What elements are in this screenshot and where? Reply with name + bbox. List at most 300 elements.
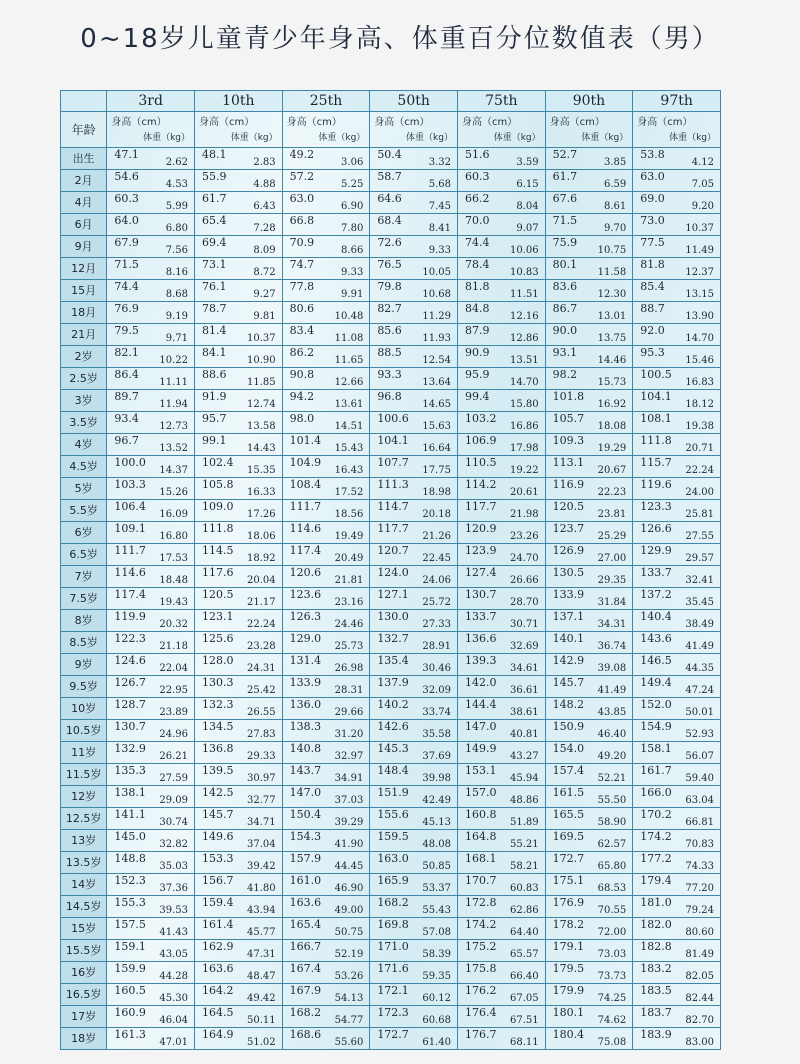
weight-value: 9.20 <box>691 201 714 212</box>
height-value: 149.4 <box>640 676 672 689</box>
weight-value: 18.56 <box>334 509 364 520</box>
height-value: 86.7 <box>552 302 578 315</box>
value-cell <box>370 280 458 302</box>
height-value: 136.0 <box>289 698 322 711</box>
unit-header-row <box>61 112 721 148</box>
value-cell <box>282 786 370 808</box>
table-row <box>61 874 721 896</box>
weight-value: 10.90 <box>247 355 276 366</box>
weight-value: 13.61 <box>334 399 364 410</box>
height-value: 163.6 <box>202 962 234 975</box>
weight-value: 18.48 <box>159 575 188 586</box>
height-value: 133.9 <box>552 588 585 601</box>
height-value: 76.9 <box>114 302 139 315</box>
height-value: 64.6 <box>377 192 402 205</box>
value-cell <box>633 478 721 500</box>
height-value: 104.1 <box>640 390 672 403</box>
height-value: 61.7 <box>202 192 227 205</box>
weight-value: 20.04 <box>247 575 276 586</box>
percentile-header-row <box>61 91 721 112</box>
table-row <box>61 192 721 214</box>
value-cell <box>195 1028 283 1050</box>
weight-value: 72.00 <box>597 927 627 938</box>
height-value: 181.0 <box>640 896 672 909</box>
value-cell <box>370 412 458 434</box>
weight-value: 82.70 <box>685 1015 714 1026</box>
value-cell <box>370 940 458 962</box>
weight-value: 11.94 <box>159 399 188 410</box>
weight-value: 48.86 <box>509 795 539 806</box>
value-cell <box>195 346 283 368</box>
height-value: 89.7 <box>114 390 139 403</box>
weight-value: 32.41 <box>685 575 714 586</box>
unit-header-cell <box>370 112 458 148</box>
value-cell <box>282 896 370 918</box>
table-row <box>61 390 721 412</box>
height-value: 149.6 <box>202 830 234 843</box>
weight-value: 24.31 <box>247 663 276 674</box>
value-cell <box>107 478 195 500</box>
value-cell <box>457 962 545 984</box>
height-value: 111.3 <box>377 478 409 491</box>
height-value: 175.1 <box>552 874 585 887</box>
value-cell <box>370 456 458 478</box>
height-value: 137.2 <box>640 588 672 601</box>
value-cell <box>370 346 458 368</box>
value-cell <box>195 456 283 478</box>
weight-value: 55.60 <box>334 1037 364 1048</box>
height-value: 141.1 <box>114 808 146 821</box>
weight-value: 21.17 <box>247 597 276 608</box>
weight-value: 8.61 <box>604 201 627 212</box>
percentile-header: 10th <box>195 91 283 112</box>
weight-value: 35.03 <box>159 861 188 872</box>
weight-value: 16.43 <box>334 465 364 476</box>
percentile-header: 25th <box>282 91 370 112</box>
age-cell: 14岁 <box>61 874 107 896</box>
value-cell <box>545 478 633 500</box>
weight-value: 74.62 <box>597 1015 627 1026</box>
weight-value: 45.13 <box>422 817 451 828</box>
weight-value: 28.31 <box>334 685 364 696</box>
unit-header-cell <box>633 112 721 148</box>
weight-value: 4.88 <box>253 179 276 190</box>
weight-value: 16.64 <box>422 443 451 454</box>
height-value: 158.1 <box>640 742 672 755</box>
table-row <box>61 786 721 808</box>
value-cell <box>195 984 283 1006</box>
value-cell <box>282 698 370 720</box>
height-value: 150.9 <box>552 720 585 733</box>
height-unit-label: 身高（cm） <box>111 117 167 128</box>
value-cell <box>457 742 545 764</box>
height-value: 74.4 <box>464 236 490 249</box>
table-row <box>61 632 721 654</box>
age-cell: 21月 <box>61 324 107 346</box>
height-value: 138.3 <box>289 720 322 733</box>
height-value: 114.6 <box>289 522 322 535</box>
height-value: 183.5 <box>640 984 672 997</box>
value-cell <box>107 984 195 1006</box>
value-cell <box>195 302 283 324</box>
height-value: 183.2 <box>640 962 672 975</box>
weight-value: 37.36 <box>159 883 188 894</box>
weight-value: 5.68 <box>428 179 451 190</box>
height-value: 86.4 <box>114 368 139 381</box>
weight-value: 31.84 <box>597 597 627 608</box>
weight-value: 13.51 <box>509 355 539 366</box>
value-cell <box>457 1028 545 1050</box>
weight-value: 25.29 <box>597 531 627 542</box>
weight-value: 29.09 <box>159 795 188 806</box>
value-cell <box>633 368 721 390</box>
value-cell <box>282 324 370 346</box>
weight-value: 15.63 <box>422 421 451 432</box>
weight-value: 22.45 <box>422 553 451 564</box>
weight-value: 12.73 <box>159 421 188 432</box>
height-value: 60.3 <box>114 192 139 205</box>
height-value: 159.9 <box>114 962 146 975</box>
table-row <box>61 522 721 544</box>
weight-value: 4.53 <box>165 179 188 190</box>
height-value: 166.0 <box>640 786 672 799</box>
height-value: 152.0 <box>640 698 672 711</box>
height-value: 92.0 <box>640 324 665 337</box>
height-value: 111.7 <box>289 500 322 513</box>
weight-value: 3.59 <box>516 157 539 168</box>
height-value: 78.7 <box>202 302 227 315</box>
value-cell <box>545 170 633 192</box>
height-value: 96.8 <box>377 390 402 403</box>
value-cell <box>545 632 633 654</box>
age-cell: 5.5岁 <box>61 500 107 522</box>
weight-value: 6.90 <box>341 201 364 212</box>
height-value: 100.6 <box>377 412 409 425</box>
height-value: 161.7 <box>640 764 672 777</box>
height-value: 164.9 <box>202 1028 234 1041</box>
weight-value: 11.58 <box>597 267 627 278</box>
value-cell <box>457 720 545 742</box>
height-value: 103.3 <box>114 478 146 491</box>
value-cell <box>370 632 458 654</box>
value-cell <box>195 940 283 962</box>
height-value: 110.5 <box>464 456 497 469</box>
height-value: 120.9 <box>464 522 497 535</box>
value-cell <box>370 588 458 610</box>
value-cell <box>195 214 283 236</box>
table-row <box>61 214 721 236</box>
height-value: 154.9 <box>640 720 672 733</box>
weight-value: 34.91 <box>334 773 364 784</box>
age-cell: 18岁 <box>61 1028 107 1050</box>
value-cell <box>107 522 195 544</box>
height-value: 123.7 <box>552 522 585 535</box>
weight-value: 13.15 <box>685 289 714 300</box>
height-value: 147.0 <box>289 786 322 799</box>
value-cell <box>370 984 458 1006</box>
value-cell <box>457 236 545 258</box>
value-cell <box>282 390 370 412</box>
weight-value: 39.42 <box>247 861 276 872</box>
height-value: 69.4 <box>202 236 227 249</box>
weight-value: 75.08 <box>597 1037 627 1048</box>
value-cell <box>195 478 283 500</box>
value-cell <box>457 368 545 390</box>
height-value: 128.0 <box>202 654 234 667</box>
weight-value: 58.39 <box>422 949 451 960</box>
weight-value: 12.30 <box>597 289 627 300</box>
weight-value: 8.41 <box>428 223 451 234</box>
weight-value: 65.57 <box>509 949 539 960</box>
table-row <box>61 852 721 874</box>
value-cell <box>457 676 545 698</box>
weight-value: 32.69 <box>509 641 539 652</box>
height-value: 136.6 <box>464 632 497 645</box>
weight-value: 22.23 <box>597 487 627 498</box>
weight-value: 58.21 <box>509 861 539 872</box>
weight-value: 66.40 <box>509 971 539 982</box>
height-value: 120.7 <box>377 544 409 557</box>
height-value: 102.4 <box>202 456 234 469</box>
value-cell <box>457 874 545 896</box>
weight-value: 30.46 <box>422 663 451 674</box>
height-value: 117.4 <box>289 544 322 557</box>
weight-value: 25.72 <box>422 597 451 608</box>
height-value: 129.9 <box>640 544 672 557</box>
value-cell <box>107 192 195 214</box>
table-row <box>61 566 721 588</box>
weight-value: 26.55 <box>247 707 276 718</box>
value-cell <box>282 676 370 698</box>
height-value: 98.2 <box>552 368 578 381</box>
height-value: 80.6 <box>289 302 315 315</box>
weight-value: 32.82 <box>159 839 188 850</box>
weight-value: 67.05 <box>509 993 539 1004</box>
height-value: 93.3 <box>377 368 402 381</box>
value-cell <box>457 808 545 830</box>
age-cell: 10.5岁 <box>61 720 107 742</box>
height-value: 126.7 <box>114 676 146 689</box>
weight-value: 10.05 <box>422 267 451 278</box>
value-cell <box>633 236 721 258</box>
weight-value: 74.33 <box>685 861 714 872</box>
height-value: 169.8 <box>377 918 409 931</box>
height-value: 47.1 <box>114 148 139 161</box>
height-value: 168.2 <box>377 896 409 909</box>
value-cell <box>370 258 458 280</box>
percentile-header: 97th <box>633 91 721 112</box>
height-value: 119.6 <box>640 478 672 491</box>
height-value: 117.4 <box>114 588 146 601</box>
age-cell: 4岁 <box>61 434 107 456</box>
height-unit-label: 身高（cm） <box>286 117 342 128</box>
height-value: 104.9 <box>289 456 322 469</box>
height-value: 127.4 <box>464 566 497 579</box>
value-cell <box>545 962 633 984</box>
value-cell <box>545 258 633 280</box>
value-cell <box>633 742 721 764</box>
weight-value: 10.68 <box>422 289 451 300</box>
value-cell <box>457 412 545 434</box>
height-value: 159.4 <box>202 896 234 909</box>
weight-value: 8.04 <box>516 201 539 212</box>
height-value: 140.4 <box>640 610 672 623</box>
height-value: 73.0 <box>640 214 665 227</box>
weight-value: 60.68 <box>422 1015 451 1026</box>
value-cell <box>370 368 458 390</box>
weight-value: 11.11 <box>159 377 188 388</box>
height-value: 172.7 <box>552 852 585 865</box>
weight-value: 17.98 <box>509 443 539 454</box>
weight-value: 41.49 <box>685 641 714 652</box>
value-cell <box>370 390 458 412</box>
height-value: 68.4 <box>377 214 402 227</box>
value-cell <box>370 192 458 214</box>
height-value: 168.2 <box>289 1006 322 1019</box>
value-cell <box>282 918 370 940</box>
value-cell <box>195 522 283 544</box>
weight-value: 11.65 <box>334 355 364 366</box>
height-value: 88.5 <box>377 346 402 359</box>
value-cell <box>282 830 370 852</box>
age-cell: 6月 <box>61 214 107 236</box>
weight-value: 55.43 <box>422 905 451 916</box>
value-cell <box>195 368 283 390</box>
height-value: 111.8 <box>640 434 672 447</box>
table-row <box>61 170 721 192</box>
weight-value: 8.09 <box>253 245 276 256</box>
weight-unit-label: 体重（kg） <box>143 133 190 143</box>
weight-value: 12.54 <box>422 355 451 366</box>
weight-value: 9.07 <box>516 223 539 234</box>
value-cell <box>370 478 458 500</box>
table-row <box>61 720 721 742</box>
age-cell: 7.5岁 <box>61 588 107 610</box>
value-cell <box>633 962 721 984</box>
height-value: 66.2 <box>464 192 490 205</box>
weight-value: 50.75 <box>334 927 364 938</box>
value-cell <box>370 610 458 632</box>
weight-value: 37.04 <box>247 839 276 850</box>
height-value: 180.1 <box>552 1006 585 1019</box>
weight-value: 29.57 <box>685 553 714 564</box>
height-value: 126.9 <box>552 544 585 557</box>
value-cell <box>107 654 195 676</box>
value-cell <box>282 500 370 522</box>
value-cell <box>195 654 283 676</box>
height-value: 145.7 <box>202 808 234 821</box>
value-cell <box>545 940 633 962</box>
weight-value: 51.89 <box>509 817 539 828</box>
weight-value: 14.70 <box>685 333 714 344</box>
height-value: 155.3 <box>114 896 146 909</box>
weight-value: 59.40 <box>685 773 714 784</box>
value-cell <box>195 148 283 170</box>
height-value: 171.6 <box>377 962 409 975</box>
height-value: 94.2 <box>289 390 315 403</box>
weight-value: 27.55 <box>685 531 714 542</box>
height-value: 84.1 <box>202 346 227 359</box>
age-cell: 13.5岁 <box>61 852 107 874</box>
weight-value: 41.80 <box>247 883 276 894</box>
height-value: 168.6 <box>289 1028 322 1041</box>
weight-value: 16.92 <box>597 399 627 410</box>
weight-value: 25.81 <box>685 509 714 520</box>
value-cell <box>370 808 458 830</box>
weight-value: 29.66 <box>334 707 364 718</box>
weight-value: 30.97 <box>247 773 276 784</box>
value-cell <box>195 676 283 698</box>
height-value: 145.3 <box>377 742 409 755</box>
value-cell <box>545 852 633 874</box>
height-value: 165.5 <box>552 808 585 821</box>
weight-value: 10.22 <box>159 355 188 366</box>
weight-value: 50.01 <box>685 707 714 718</box>
height-value: 142.9 <box>552 654 585 667</box>
weight-value: 17.53 <box>159 553 188 564</box>
weight-value: 39.98 <box>422 773 451 784</box>
height-value: 128.7 <box>114 698 146 711</box>
height-value: 120.5 <box>552 500 585 513</box>
weight-value: 15.46 <box>685 355 714 366</box>
table-row <box>61 676 721 698</box>
weight-value: 73.03 <box>597 949 627 960</box>
value-cell <box>370 566 458 588</box>
value-cell <box>282 170 370 192</box>
height-value: 67.6 <box>552 192 578 205</box>
weight-value: 15.80 <box>509 399 539 410</box>
weight-value: 9.70 <box>604 223 627 234</box>
weight-value: 50.85 <box>422 861 451 872</box>
table-row <box>61 610 721 632</box>
height-value: 116.9 <box>552 478 585 491</box>
value-cell <box>107 588 195 610</box>
value-cell <box>107 610 195 632</box>
weight-value: 60.12 <box>422 993 451 1004</box>
height-value: 154.0 <box>552 742 585 755</box>
value-cell <box>633 566 721 588</box>
height-value: 126.3 <box>289 610 322 623</box>
weight-value: 23.16 <box>334 597 364 608</box>
height-value: 81.8 <box>640 258 665 271</box>
value-cell <box>107 1028 195 1050</box>
weight-value: 22.04 <box>159 663 188 674</box>
weight-value: 45.94 <box>509 773 539 784</box>
weight-value: 82.44 <box>685 993 714 1004</box>
value-cell <box>107 918 195 940</box>
weight-value: 18.08 <box>597 421 627 432</box>
value-cell <box>545 522 633 544</box>
value-cell <box>282 148 370 170</box>
table-row <box>61 478 721 500</box>
height-value: 150.4 <box>289 808 322 821</box>
value-cell <box>370 874 458 896</box>
age-cell: 出生 <box>61 148 107 170</box>
percentile-header: 50th <box>370 91 458 112</box>
weight-value: 29.33 <box>247 751 276 762</box>
height-value: 182.8 <box>640 940 672 953</box>
height-value: 74.7 <box>289 258 315 271</box>
age-cell: 2岁 <box>61 346 107 368</box>
page-title: 0~18岁儿童青少年身高、体重百分位数值表（男） <box>80 24 720 54</box>
height-value: 64.0 <box>114 214 139 227</box>
height-value: 134.5 <box>202 720 234 733</box>
table-row <box>61 412 721 434</box>
table-row <box>61 544 721 566</box>
height-value: 95.9 <box>464 368 490 381</box>
weight-value: 24.00 <box>685 487 714 498</box>
height-value: 96.7 <box>114 434 139 447</box>
